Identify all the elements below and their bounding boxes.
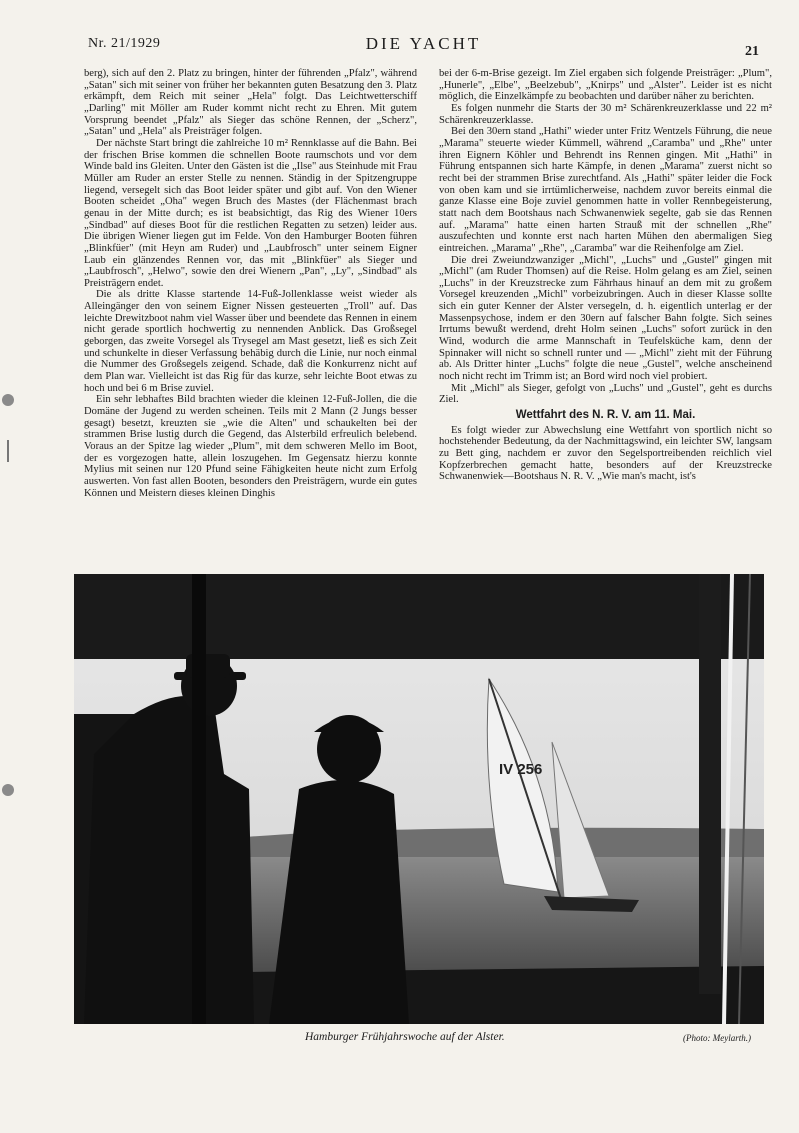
paragraph: Bei den 30ern stand „Hathi" wieder unter Fritz Wentzels Führung, die neue „Marama" steuerte wieder Kümmell, während „Caramba" und „Rhe" unter ihren Eignern Köhler und Behrendt ins Rennen gingen. Mit „Hathi" in Führung entspannen sich harte Kämpfe, in denen „Marama" zuerst nicht so recht bei der strammen Brise zurechtfand. Als „Hathi" später leider die Fock von oben kam und sie irrtümlicherweise, nachdem zuvor bereits einmal die ganze Klasse eine Boje zuviel genommen hatte in voller Rennbegeisterung, statt nach dem Bootshaus nach Schwanenwiek segelte, gab sie das Rennen auf. „Marama" hatte einen harten Strauß mit der schnellen „Rhe" auszufechten und konnte erst nach harten Mühen den abermaligen Sieg eintreichen. „Marama" „Rhe", „Caramba" war die Reihenfolge am Ziel. xyxy=(439,126,772,254)
paragraph: Die als dritte Klasse startende 14-Fuß-Jollenklasse weist wieder als Alleingänger den von seinem Eigner Nissen gesteuerten „Troll" auf. Das leichte Drewitzboot nahm viel Wasser über und beendete das Rennen in einem nicht gerade sportlich hochwertig zu nennenden Anblick. Das Großsegel geborgen, das zweite Vorsegel als Trysegel am Mast gesetzt, ließ es sich Zeit und schunkelte in dieser Verfassung behäbig durch die Linie, nur noch einmal die Nummer des Großsegels zeigend. Schade, daß die Konkurrenz nicht auf dem Plan war. Vielleicht ist das Rig für das kurze, sehr leichte Boot etwas zu hoch und bei 6 m Brise zuviel. xyxy=(84,289,417,394)
section-heading: Wettfahrt des N. R. V. am 11. Mai. xyxy=(515,409,696,422)
photo-credit: (Photo: Meylarth.) xyxy=(683,1033,751,1043)
paragraph: Ein sehr lebhaftes Bild brachten wieder die kleinen 12-Fuß-Jollen, die die Domäne der Jugend zu werden scheinen. Teils mit 2 Mann (2 Jungs besser gesagt) besetzt, kreuzten sie „wie die Alten" und schaukelten bei der strammen Brise lustig durch die Gegend, das Alsterbild erfreulich belebend. Voraus an der Spitze lag wieder „Plum", mit dem schweren Mello im Boot, der es vorgezogen hatte, allein loszugehen. Im Gegensatz hierzu konnte Mylius mit seinen nur 120 Pfund seine Fähigkeiten heute nicht zum Erfolg auswerten. Von fast allen Booten, besonders den Preisträgern, wurde ein gutes Können und Meistern dieses kleinen Dinghis xyxy=(84,394,417,499)
page-number: 21 xyxy=(745,44,759,59)
article-body xyxy=(84,68,772,568)
paragraph: Mit „Michl" als Sieger, gefolgt von „Luchs" und „Gustel", geht es durchs Ziel. xyxy=(439,382,772,406)
right-column xyxy=(439,68,772,568)
photo-caption: Hamburger Frühjahrswoche auf der Alster. xyxy=(305,1031,505,1043)
binding-holes xyxy=(0,380,20,820)
paragraph: Die drei Zweiundzwanziger „Michl", „Luchs" und „Gustel" gingen mit „Michl" (am Ruder Thomsen) auf die Reise. Holm gelang es am Ziel, seinen „Luchs" in der Kreuzstrecke zum Fährhaus hinauf an dem mit zu großem Vorsegel kreuzenden „Michl" vorbeizubringen. Auch in dieser Klasse sollte sich ein guter Kenner der Alster versegeln, d. h. eigentlich unterlag er der Massenpsychose, indem er den 30ern auf falscher Bahn folgte. Sich seines Irrtums bewußt werdend, dreht Holm seinen „Luchs" sofort zurück in den Wind, wodurch die arme Mannschaft in Teufelsküche kam, denn der Spinnaker will nicht so schnell runter und — „Michl" zieht mit der Führung ab. Als Dritter hinter „Luchs" folgte die neue „Gustel", welche anscheinend noch nicht recht im Trimm ist; an Bord wird noch viel probiert. xyxy=(439,254,772,383)
paragraph: Es folgen nunmehr die Starts der 30 m² Schärenkreuzerklasse und 22 m² Schärenkreuzerklasse. xyxy=(439,102,772,126)
regatta-photo xyxy=(74,574,764,1024)
left-column xyxy=(84,68,417,568)
page-header xyxy=(88,36,759,58)
issue-number: Nr. 21/1929 xyxy=(88,36,161,51)
paragraph: Der nächste Start bringt die zahlreiche 10 m² Rennklasse auf die Bahn. Bei der frischen Brise kommen die schnellen Boote raumschots und vor dem Winde bald ins Gleiten. Unter den Gästen ist die „Ilse" aus Steinhude mit Frau Müller am Ruder an erster Stelle zu nennen. Ständig in der Spitzengruppe liegend, versegelt sich das Boot leider später und gibt auf. Von den Wiener Booten scheidet „Oha" wegen Bruch des Mastes (der Flächenmast brach genau in der Mitte durch; es ist beabsichtigt, das Rig des Wiener 10ers „Sindbad" auf dieses Boot für die restlichen Regatten zu setzen) leider aus. Die übrigen Wiener liegen gut im Felde. Von den Hamburger Booten führen „Blinkfüer" (mit Heyn am Ruder) und „Laubfrosch" unter seinem Eigner Laub ein glänzendes Rennen vor, das mit „Blinkfüer" als Sieger und „Laubfrosch", „Helwo", sowie den drei Wienern „Pan", „Ly", „Sindbad" als Preisträgern endet. xyxy=(84,137,417,289)
paragraph: berg), sich auf den 2. Platz zu bringen, hinter der führenden „Pfalz", während „Satan" sich mit seiner von früher her bekannten guten Besatzung den 3. Platz erkämpft, dem Reich mit seiner „Hela" folgt. Das Leichtwetterschiff „Darling" mit Möller am Ruder kommt nicht recht zu Ehren. Mit gutem Vorsprung beendet „Pfalz" als Sieger das schöne Rennen, der „Scherz", „Satan" und „Hela" als Preisträger folgen. xyxy=(84,68,417,138)
paragraph: Es folgt wieder zur Abwechslung eine Wettfahrt von sportlich nicht so hochstehender Bedeutung, da der Nachmittagswind, ein leichter SW, langsam zu Bett ging, nachdem er zuvor den Segelsportreibenden reichlich viel Kopfzerbrechen gemacht hatte, besonders auf der Kreuzstrecke Schwanenwiek—Bootshaus N. R. V. „Wie man's macht, ist's xyxy=(439,424,772,483)
paragraph: bei der 6-m-Brise gezeigt. Im Ziel ergaben sich folgende Preisträger: „Plum", „Hunerle", „Elbe", „Beelzebub", „Knirps" und „Alster". Leider ist es nicht möglich, die Einzelkämpfe zu beobachten und darüber näher zu berichten. xyxy=(439,68,772,103)
sail-number: IV 256 xyxy=(499,761,543,778)
magazine-title: DIE YACHT xyxy=(365,34,482,53)
